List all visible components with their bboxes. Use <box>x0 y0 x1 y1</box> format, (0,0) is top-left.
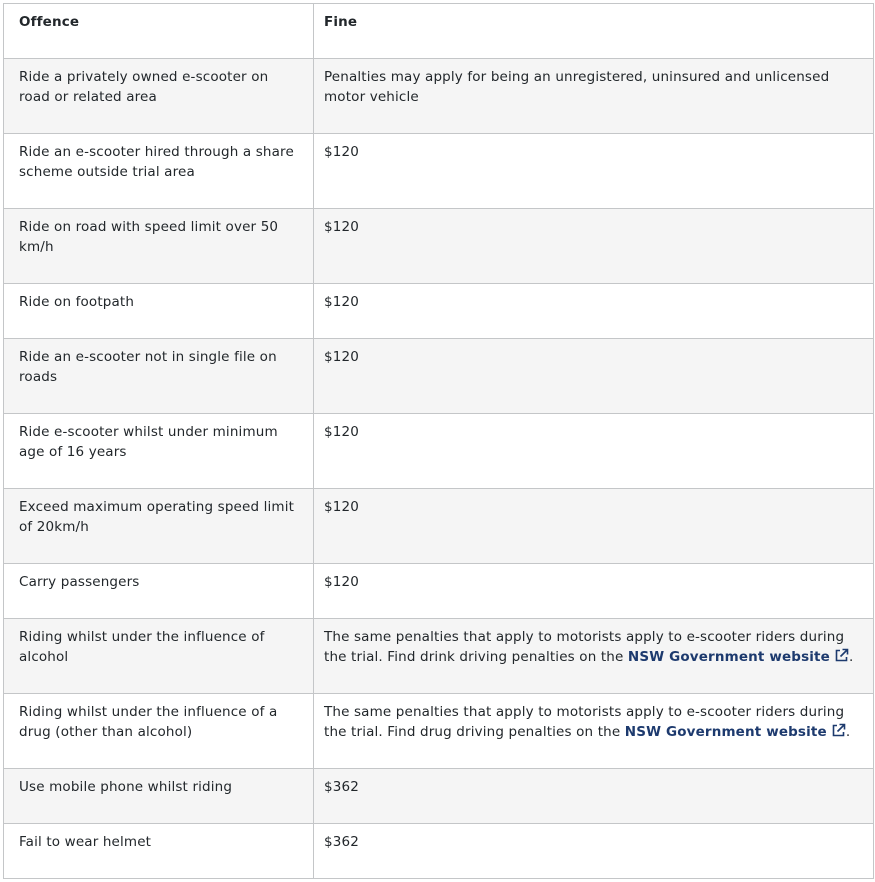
fine-cell <box>314 619 874 694</box>
fine-text: The same penalties that apply to motorists apply to e-scooter riders during the trial. Find drug driving penalties on the <box>324 704 845 740</box>
table-row <box>4 564 874 619</box>
external-link-icon <box>831 723 846 744</box>
table-row <box>4 284 874 339</box>
fine-cell: $120 <box>314 209 874 284</box>
fine-cell: $120 <box>314 414 874 489</box>
fine-cell: $120 <box>314 134 874 209</box>
fine-cell: $362 <box>314 769 874 824</box>
offence-cell: Fail to wear helmet <box>4 824 314 879</box>
table-row <box>4 209 874 284</box>
offence-cell: Ride an e-scooter not in single file on roads <box>4 339 314 414</box>
external-link-icon <box>834 648 849 669</box>
offence-cell: Carry passengers <box>4 564 314 619</box>
fine-text: The same penalties that apply to motorists apply to e-scooter riders during the trial. Find drink driving penalties on the <box>324 629 845 665</box>
fine-cell: Penalties may apply for being an unregistered, uninsured and unlicensed motor vehicle <box>314 59 874 134</box>
table-row <box>4 59 874 134</box>
fine-cell: $120 <box>314 284 874 339</box>
offence-cell: Riding whilst under the influence of a drug (other than alcohol) <box>4 694 314 769</box>
nsw-government-website-link[interactable] <box>628 649 849 665</box>
fine-end: . <box>845 724 851 740</box>
offence-column-header: Offence <box>4 4 314 59</box>
offence-cell: Ride an e-scooter hired through a share scheme outside trial area <box>4 134 314 209</box>
table-row <box>4 694 874 769</box>
fine-cell <box>314 694 874 769</box>
offence-cell: Ride on footpath <box>4 284 314 339</box>
table-row <box>4 489 874 564</box>
table-row <box>4 339 874 414</box>
link-label: NSW Government website <box>627 649 830 665</box>
table-row <box>4 769 874 824</box>
table-row <box>4 824 874 879</box>
offence-cell: Riding whilst under the influence of alcohol <box>4 619 314 694</box>
offence-cell: Exceed maximum operating speed limit of 20km/h <box>4 489 314 564</box>
fine-column-header: Fine <box>314 4 874 59</box>
offence-cell: Use mobile phone whilst riding <box>4 769 314 824</box>
fine-cell: $120 <box>314 339 874 414</box>
penalties-table <box>3 3 874 879</box>
offence-cell: Ride a privately owned e-scooter on road or related area <box>4 59 314 134</box>
offence-cell: Ride e-scooter whilst under minimum age of 16 years <box>4 414 314 489</box>
table-header-row <box>4 4 874 59</box>
table-row <box>4 414 874 489</box>
fine-cell: $120 <box>314 564 874 619</box>
fine-cell: $362 <box>314 824 874 879</box>
link-label: NSW Government website <box>624 724 827 740</box>
table-row <box>4 134 874 209</box>
table-row <box>4 619 874 694</box>
fine-end: . <box>848 649 854 665</box>
offence-cell: Ride on road with speed limit over 50 km/h <box>4 209 314 284</box>
nsw-government-website-link[interactable] <box>625 724 846 740</box>
fine-cell: $120 <box>314 489 874 564</box>
